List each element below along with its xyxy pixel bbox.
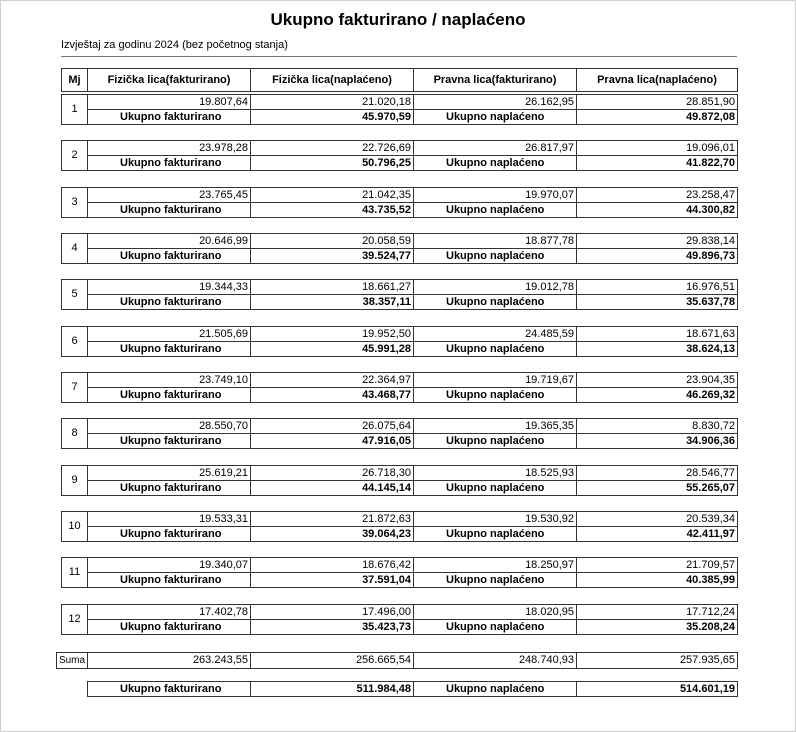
month-collected-total: 38.624,13 <box>576 341 738 357</box>
month-value-3: 19.012,78 <box>413 279 577 295</box>
month-invoiced-total: 43.735,52 <box>250 202 414 218</box>
month-collected-total: 40.385,99 <box>576 572 738 588</box>
sum-label: Suma <box>56 652 88 669</box>
month-invoiced-label: Ukupno fakturirano <box>87 202 251 218</box>
month-collected-total: 35.208,24 <box>576 619 738 635</box>
month-invoiced-total: 45.991,28 <box>250 341 414 357</box>
month-value-4: 23.258,47 <box>576 187 738 203</box>
month-value-2: 26.718,30 <box>250 465 414 481</box>
month-collected-label: Ukupno naplaćeno <box>413 155 577 171</box>
month-number: 8 <box>61 418 88 449</box>
month-value-3: 19.530,92 <box>413 511 577 527</box>
month-invoiced-label: Ukupno fakturirano <box>87 294 251 310</box>
month-collected-total: 44.300,82 <box>576 202 738 218</box>
month-value-1: 17.402,78 <box>87 604 251 620</box>
month-number: 4 <box>61 233 88 264</box>
month-value-3: 18.250,97 <box>413 557 577 573</box>
month-number: 9 <box>61 465 88 496</box>
month-number: 6 <box>61 326 88 357</box>
grand-collected-total: 514.601,19 <box>576 681 738 697</box>
month-value-2: 21.020,18 <box>250 94 414 110</box>
month-value-2: 21.872,63 <box>250 511 414 527</box>
month-value-1: 19.807,64 <box>87 94 251 110</box>
month-value-3: 18.020,95 <box>413 604 577 620</box>
month-invoiced-total: 35.423,73 <box>250 619 414 635</box>
month-value-2: 21.042,35 <box>250 187 414 203</box>
grand-invoiced-total: 511.984,48 <box>250 681 414 697</box>
month-value-3: 18.525,93 <box>413 465 577 481</box>
header-companies-invoiced: Pravna lica(fakturirano) <box>413 68 577 92</box>
month-number: 12 <box>61 604 88 635</box>
month-invoiced-label: Ukupno fakturirano <box>87 341 251 357</box>
month-number: 11 <box>61 557 88 588</box>
month-value-3: 26.817,97 <box>413 140 577 156</box>
month-invoiced-total: 39.064,23 <box>250 526 414 542</box>
month-collected-label: Ukupno naplaćeno <box>413 480 577 496</box>
month-invoiced-label: Ukupno fakturirano <box>87 619 251 635</box>
month-collected-total: 46.269,32 <box>576 387 738 403</box>
header-individuals-collected: Fizička lica(naplaćeno) <box>250 68 414 92</box>
month-collected-label: Ukupno naplaćeno <box>413 341 577 357</box>
month-collected-label: Ukupno naplaćeno <box>413 572 577 588</box>
month-value-1: 28.550,70 <box>87 418 251 434</box>
month-collected-label: Ukupno naplaćeno <box>413 526 577 542</box>
month-invoiced-total: 47.916,05 <box>250 433 414 449</box>
month-invoiced-total: 45.970,59 <box>250 109 414 125</box>
grand-invoiced-label: Ukupno fakturirano <box>87 681 251 697</box>
month-number: 3 <box>61 187 88 218</box>
month-value-1: 19.340,07 <box>87 557 251 573</box>
month-invoiced-label: Ukupno fakturirano <box>87 387 251 403</box>
month-value-1: 23.749,10 <box>87 372 251 388</box>
month-invoiced-total: 38.357,11 <box>250 294 414 310</box>
month-value-1: 25.619,21 <box>87 465 251 481</box>
month-invoiced-label: Ukupno fakturirano <box>87 248 251 264</box>
month-invoiced-label: Ukupno fakturirano <box>87 480 251 496</box>
month-collected-label: Ukupno naplaćeno <box>413 387 577 403</box>
report-subtitle: Izvještaj za godinu 2024 (bez početnog stanja) <box>61 39 288 51</box>
month-invoiced-label: Ukupno fakturirano <box>87 572 251 588</box>
month-invoiced-total: 39.524,77 <box>250 248 414 264</box>
month-value-4: 8.830,72 <box>576 418 738 434</box>
month-value-2: 18.676,42 <box>250 557 414 573</box>
month-collected-label: Ukupno naplaćeno <box>413 294 577 310</box>
month-value-1: 23.765,45 <box>87 187 251 203</box>
month-value-3: 24.485,59 <box>413 326 577 342</box>
month-invoiced-total: 37.591,04 <box>250 572 414 588</box>
month-collected-label: Ukupno naplaćeno <box>413 433 577 449</box>
month-invoiced-label: Ukupno fakturirano <box>87 109 251 125</box>
header-individuals-invoiced: Fizička lica(fakturirano) <box>87 68 251 92</box>
month-invoiced-label: Ukupno fakturirano <box>87 526 251 542</box>
sum-companies-collected: 257.935,65 <box>576 652 738 669</box>
month-number: 10 <box>61 511 88 542</box>
month-value-4: 19.096,01 <box>576 140 738 156</box>
month-number: 7 <box>61 372 88 403</box>
month-value-1: 19.344,33 <box>87 279 251 295</box>
month-value-4: 20.539,34 <box>576 511 738 527</box>
month-invoiced-total: 44.145,14 <box>250 480 414 496</box>
month-number: 5 <box>61 279 88 310</box>
month-value-2: 22.364,97 <box>250 372 414 388</box>
month-collected-total: 49.896,73 <box>576 248 738 264</box>
month-value-1: 20.646,99 <box>87 233 251 249</box>
month-value-2: 19.952,50 <box>250 326 414 342</box>
title-divider <box>61 56 737 57</box>
grand-collected-label: Ukupno naplaćeno <box>413 681 577 697</box>
report-title: Ukupno fakturirano / naplaćeno <box>270 10 526 29</box>
month-value-4: 18.671,63 <box>576 326 738 342</box>
month-collected-label: Ukupno naplaćeno <box>413 248 577 264</box>
header-companies-collected: Pravna lica(naplaćeno) <box>576 68 738 92</box>
month-value-3: 19.719,67 <box>413 372 577 388</box>
month-invoiced-label: Ukupno fakturirano <box>87 155 251 171</box>
month-collected-label: Ukupno naplaćeno <box>413 619 577 635</box>
sum-individuals-invoiced: 263.243,55 <box>87 652 251 669</box>
month-value-3: 26.162,95 <box>413 94 577 110</box>
month-value-3: 18.877,78 <box>413 233 577 249</box>
month-value-4: 28.851,90 <box>576 94 738 110</box>
sum-individuals-collected: 256.665,54 <box>250 652 414 669</box>
month-number: 2 <box>61 140 88 171</box>
month-value-4: 21.709,57 <box>576 557 738 573</box>
month-invoiced-total: 43.468,77 <box>250 387 414 403</box>
sum-companies-invoiced: 248.740,93 <box>413 652 577 669</box>
month-value-3: 19.970,07 <box>413 187 577 203</box>
month-collected-label: Ukupno naplaćeno <box>413 202 577 218</box>
month-value-2: 26.075,64 <box>250 418 414 434</box>
month-collected-total: 42.411,97 <box>576 526 738 542</box>
header-month: Mj <box>61 68 88 92</box>
month-collected-total: 35.637,78 <box>576 294 738 310</box>
month-value-4: 28.546,77 <box>576 465 738 481</box>
month-collected-label: Ukupno naplaćeno <box>413 109 577 125</box>
month-value-4: 16.976,51 <box>576 279 738 295</box>
month-value-1: 19.533,31 <box>87 511 251 527</box>
month-collected-total: 49.872,08 <box>576 109 738 125</box>
month-collected-total: 55.265,07 <box>576 480 738 496</box>
month-value-1: 21.505,69 <box>87 326 251 342</box>
month-value-2: 18.661,27 <box>250 279 414 295</box>
month-value-4: 17.712,24 <box>576 604 738 620</box>
month-value-3: 19.365,35 <box>413 418 577 434</box>
month-value-2: 17.496,00 <box>250 604 414 620</box>
month-value-1: 23.978,28 <box>87 140 251 156</box>
month-number: 1 <box>61 94 88 125</box>
month-invoiced-total: 50.796,25 <box>250 155 414 171</box>
month-collected-total: 34.906,36 <box>576 433 738 449</box>
month-value-4: 29.838,14 <box>576 233 738 249</box>
month-invoiced-label: Ukupno fakturirano <box>87 433 251 449</box>
month-collected-total: 41.822,70 <box>576 155 738 171</box>
month-value-2: 20.058,59 <box>250 233 414 249</box>
month-value-4: 23.904,35 <box>576 372 738 388</box>
month-value-2: 22.726,69 <box>250 140 414 156</box>
